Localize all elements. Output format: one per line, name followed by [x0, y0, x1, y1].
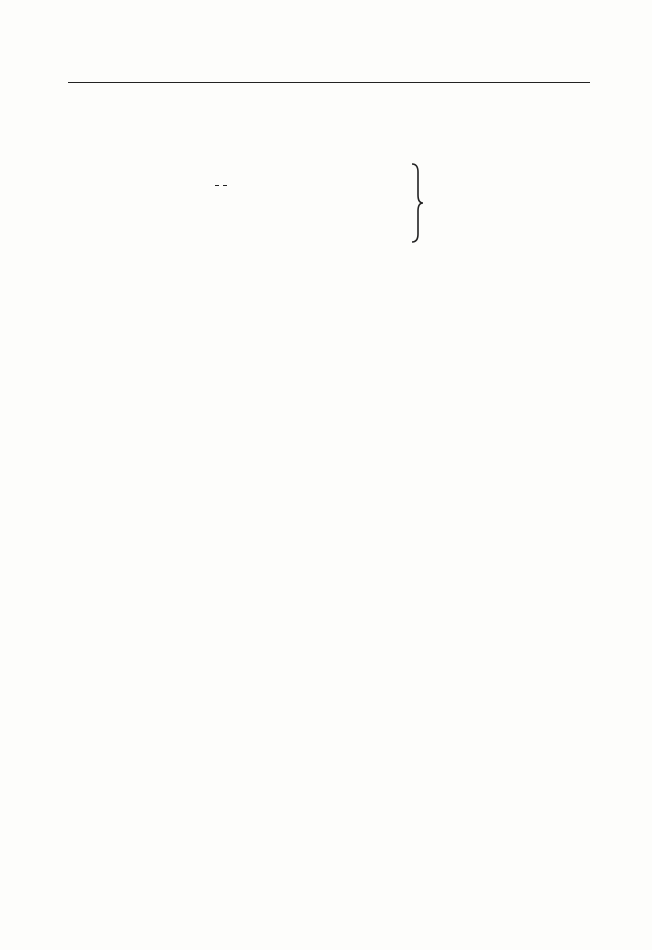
- text-line: [68, 668, 590, 692]
- text-line: [68, 716, 590, 740]
- text-line: [68, 692, 590, 716]
- fraction: [223, 185, 227, 186]
- text-line: [68, 331, 590, 355]
- text-line: [68, 451, 590, 475]
- right-brace: [410, 162, 424, 244]
- text-line: [100, 524, 590, 548]
- text-line: [68, 572, 590, 596]
- text-line: [68, 499, 590, 523]
- text-line: [68, 427, 590, 451]
- text-line: [68, 131, 590, 155]
- fraction: [215, 185, 219, 186]
- text-line: [68, 355, 590, 379]
- text-line: [68, 740, 590, 764]
- text-line: [68, 108, 590, 132]
- equation-1: [213, 167, 229, 203]
- text-line: [68, 788, 590, 812]
- text-line: [68, 259, 590, 283]
- text-line: [68, 812, 590, 836]
- text-line: [68, 283, 590, 307]
- text-line: [68, 379, 590, 403]
- text-line: [68, 620, 590, 644]
- text-line: [68, 644, 590, 668]
- text-line: [68, 836, 590, 860]
- text-line: [68, 403, 590, 427]
- text-line: [68, 596, 590, 620]
- running-header: [68, 60, 590, 83]
- text-line: [68, 475, 590, 499]
- text-line: [68, 764, 590, 788]
- text-line: [68, 548, 590, 572]
- text-line: [100, 307, 590, 331]
